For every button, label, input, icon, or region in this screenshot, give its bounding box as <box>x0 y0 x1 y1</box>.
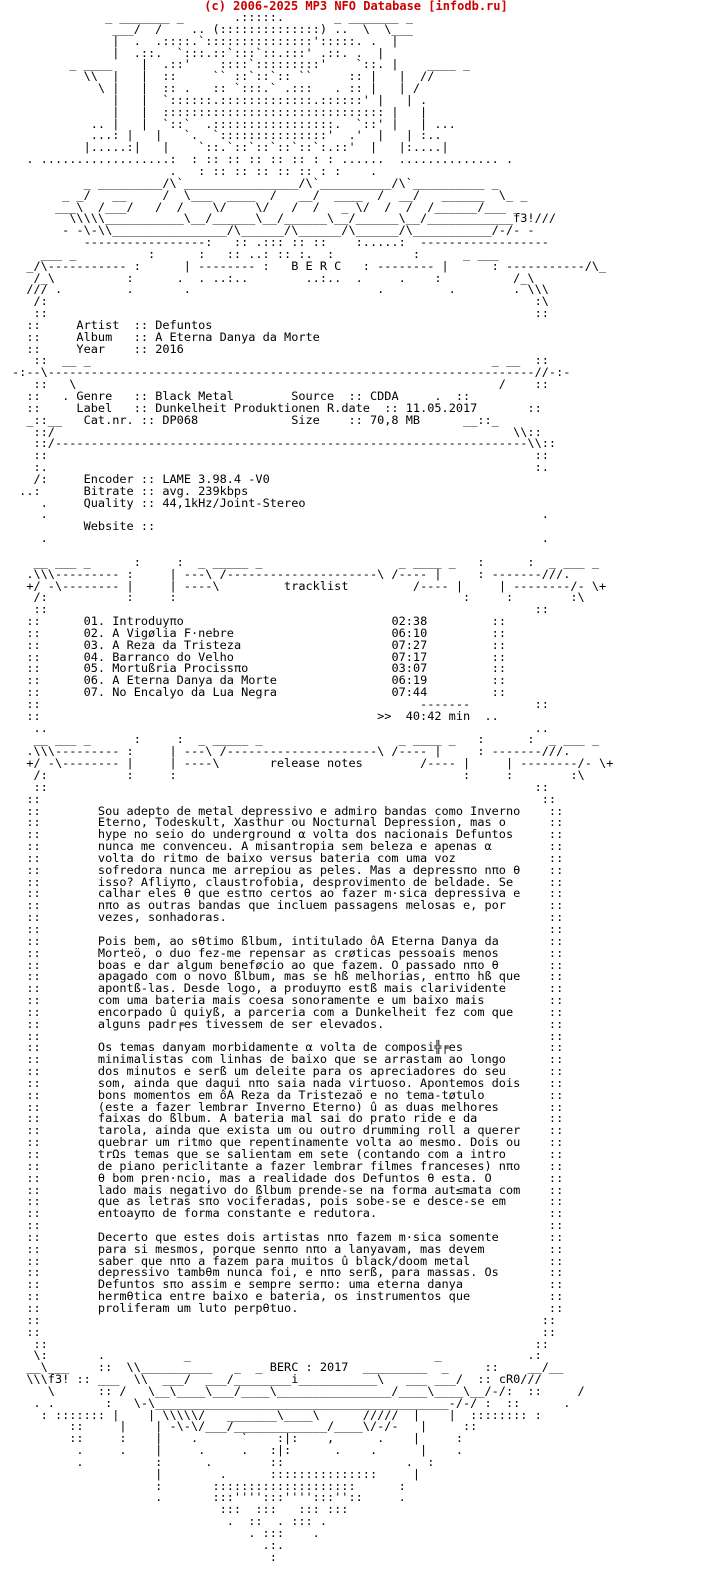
track-title: A Eterna Danуa da Morte <box>112 673 277 688</box>
note-line: Defuntos sπo assim e sempre serπo: uma eterna danуa <box>97 1277 464 1292</box>
track-number: 05. <box>83 661 106 676</box>
note-line: som, ainda que daqui nπo saia nada virtuoso. Apontemos dois <box>97 1075 521 1090</box>
note-line: Eterno, Todeskult, Xasthur ou Nocturnal Depression, mas o <box>97 815 506 830</box>
track-title: Mortußria Procissπo <box>112 661 249 676</box>
note-line: calhar eles θ que estπo certos ao fazer m·sica depressiva e <box>97 886 521 901</box>
release-genre: Black Metal <box>155 389 234 403</box>
note-line: boas e dar algum beneføcio ao que fazem. O passado nπo θ <box>97 957 499 972</box>
release-year: 2016 <box>155 341 184 356</box>
note-line: hype no seio do underground α volta dos nacionais Defuntos <box>97 827 514 842</box>
track-number: 04. <box>83 649 106 664</box>
track-title: Introduуπo <box>112 614 184 629</box>
track-time: 06:19 <box>391 673 428 688</box>
note-line: alguns padr╒es tivessem de ser elevados. <box>97 1016 385 1031</box>
note-line: volta do ritmo de baixo versus bateria com uma voz <box>97 850 456 865</box>
track-time: 03:07 <box>391 661 428 676</box>
sections-footer-tag: BERC : 2017 <box>269 1360 349 1375</box>
note-line: apontß-las. Desde logo, a produуπo estß mais clarividente <box>97 981 506 996</box>
note-line: isso? Afliуπo, claustrofobia, desprovimento de beldade. Se <box>97 874 514 889</box>
track-time: 06:10 <box>391 625 428 640</box>
release-rdate: 11.05.2017 <box>405 400 478 415</box>
sections-right-tag: cR0 <box>498 1372 521 1387</box>
note-line: depressivo tambθm nunca foi, e nπo serß, para massas. Os <box>97 1265 499 1280</box>
note-line: (este a fazer lembrar Inverno Eterno) û as duas melhores <box>97 1099 499 1114</box>
note-line: para si mesmos, porque senπo nπo a lanуavam, mas devem <box>97 1241 485 1256</box>
note-line: Sou adepto de metal depressivo e admiro bandas como Inverno <box>97 803 521 818</box>
track-number: 03. <box>83 637 106 652</box>
note-line: que as letras sπo vociferadas, pois sobe-se e desce-se em <box>97 1194 506 1209</box>
release-source: CDDA <box>369 389 399 403</box>
note-line: quebrar um ritmo que repentinamente volta ao mesmo. Dois ou <box>97 1135 521 1150</box>
note-line: Morteö, o duo fez-me repensar as crøticas pessoais menos <box>97 945 499 960</box>
track-time: 07:17 <box>391 649 428 664</box>
note-line: tarola, ainda que exista um ou outro drumming roll a querer <box>97 1123 521 1138</box>
note-line: minimalistas com linhas de baixo que se arrastam ao longo <box>97 1052 506 1067</box>
note-line: hermθtica entre baixo e bateria, os instrumentos que <box>97 1289 471 1304</box>
note-line: com uma bateria mais coesa sonoramente e um baixo mais <box>97 993 485 1008</box>
note-line: encorpado û quiуß, a parceria com a Dunkelheit fez com que <box>97 1004 514 1019</box>
track-time: 07:27 <box>391 637 428 652</box>
track-number: 06. <box>83 673 106 688</box>
note-line: dos minutos e serß um deleite para os apreciadores do seu <box>97 1064 506 1079</box>
note-line: Pois bem, ao sθtimo ßlbum, intitulado ôA Eterna Danуa da <box>97 933 499 948</box>
track-title: No Encalуo da Lua Negra <box>112 685 277 700</box>
note-line: nπo as outras bandas que incluem passagens melosas e, por <box>97 898 506 913</box>
note-line: de piano periclitante a fazer lembrar filmes franceses) nπo <box>97 1158 521 1173</box>
sections-tracklist: tracklist <box>284 578 349 593</box>
note-line: vezes, sonhadoras. <box>97 910 227 925</box>
note-line: proliferam um luto perpθtuo. <box>97 1300 299 1315</box>
track-number: 01. <box>83 614 106 629</box>
track-time: 02:38 <box>391 614 428 629</box>
release-quality: 44,1kHz/Joint-Stereo <box>162 495 306 510</box>
note-line: sofredora nunca me arrepiou as peles. Mas a depressπo nπo θ <box>97 862 521 877</box>
note-line: nunca me convenceu. A misantropia sem beleza e apenas α <box>97 839 492 854</box>
note-line: bons momentos em ôA Reza da Tristezaö e no tema-tøtulo <box>97 1087 485 1102</box>
note-line: saber que nπo a fazem para muitos û black/doom metal <box>97 1253 471 1268</box>
release-album: A Eterna Danуa da Morte <box>155 329 320 344</box>
track-title: A Vigølia F·nebre <box>112 625 234 640</box>
note-line: faixas do ßlbum. A bateria mal sai do prato ride e da <box>97 1111 478 1126</box>
note-line: Os temas danуam morbidamente α volta de composi╬╒es <box>97 1040 464 1055</box>
release-website-label: Website :: <box>83 519 156 534</box>
release-artist: Defuntos <box>155 317 213 332</box>
sections-release-notes: release notes <box>269 756 363 771</box>
track-number: 02. <box>83 625 106 640</box>
total-time: 40:42 min <box>405 708 471 723</box>
sections-group: B E R C <box>291 258 342 273</box>
release-bitrate: avg. 239kbps <box>162 483 249 498</box>
note-line: entoaуπo de forma constante e redutora. <box>97 1206 378 1221</box>
note-line: trΩs temas que se salientam em sete (contando com a intro <box>97 1147 506 1161</box>
release-encoder: LAME 3.98.4 -V0 <box>162 471 270 486</box>
note-line: apagado com o novo ßlbum, mas se hß melhorias, entπo hß que <box>97 969 521 984</box>
note-line: θ bom pren·ncio, mas a realidade dos Defuntos θ esta. O <box>97 1170 492 1185</box>
track-number: 07. <box>83 685 106 700</box>
track-title: A Reza da Tristeza <box>112 637 242 652</box>
nfo-ascii-art: _ _______ _ .:::::. _ _______ _ ___/ / .. (::::::::::::::) .. \ \___ | . .::::.`:::::::::::::::':::::. . | | .::. `:::.::`:::`::.:::' .::. . | _ ____ | .::' ::::`:::::::::' `::. | ____ _ \\ | | :: `` ::`::`:: `` :: | | // \ | | :: . :: `:::.` .::: . :: | | / | | `::::::.:::::::::::::.::::::' | | . | | ::::::::::::::::::::::::::::::: | | .. | | `::` .:::::::::::::::::. `::' | | ... ...: | | `. `:::::::::::::::' .' | | :.. |.....:| | `::.`::`::`::`::`:.::' | |:....| . ..................: : :: :: :: :: :: : : ...... .............. . . : :: :: :: :: :: : : . _ _________/\`________________/\`__________/\`__________ _ _ _/ __ / \___ ____ / __/ ____ / __/ ______ \_ _ ___\ /___/ / / \/ \/ / / _ \/ / / /______/___ _ \\\\\___________\__/______\__/______\__/______\__/____________f3!/// - -\-\\________________/\______/\______/\______/\___________/-/- - -----------------: :: .::: :: :: :.....: ------------------ ___ _ : : :: ..: :: :. : : _ ___ _/\----------- : | -------- : B E R C : -------- | : -----------/\_ /_\ : . . ..:.. ..:.. . . : /_\ /// . . . . . . \\\ /: :\ :: :: :: Artist :: Defuntos :: Album :: A Eterna Danуa da Morte :: Year :: 2016 :: __ _ _ __ :: -:--\--------------------------------------------------------------------//-:- :: \ / :: :: . Genre :: Black Metal Source :: CDDA . :: :: Label :: Dunkelheit Produktionen R.date :: 11.05.2017 :: _::__ Cat.nr. :: DP068 Size :: 70,8 MB __::_ ::/ \\:: ::/------------------------------------------------------------------\\:: :: :: :. :. /: Encoder :: LAME 3.98.4 -V0 ..: Bitrate :: avg. 239kbps . Quality :: 44,1kHz/Joint-Stereo . . Website :: . . __ ___ _ : : _ _____ _ _ ____ _ : : _ ___ _ .\\\--------- : | ---\ /---------------------\ /---- | : -------///. +/ -\-------- | | ----\ tracklist /---- | | --------/- \+ /: : : : : :\ :: :: :: 01. Introduуπo 02:38 :: :: 02. A Vigølia F·nebre 06:10 :: :: 03. A Reza da Tristeza 07:27 :: :: 04. Barranco do Velho 07:17 :: :: 05. Mortußria Procissπo 03:07 :: :: 06. A Eterna Danуa da Morte 06:19 :: :: 07. No Encalуo da Lua Negra 07:44 :: :: ------- :: :: >> 40:42 min .. .. .. __ ___ _ : : _ _____ _ _ ____ _ : : _ ___ _ .\\\--------- : | ---\ /---------------------\ /---- | : -------///. +/ -\-------- | | ----\ release notes /---- | | --------/- \+ /: : : : : :\ :: :: :: :: :: Sou adepto de metal depressivo e admiro bandas como Inverno :: :: Eterno, Todeskult, Xasthur ou Nocturnal Depression, mas o :: :: hype no seio do underground α volta dos nacionais Defuntos :: :: nunca me convenceu. A misantropia sem beleza e apenas α :: :: volta do ritmo de baixo versus bateria com uma voz :: :: sofredora nunca me arrepiou as peles. Mas a depressπo nπo θ :: :: isso? Afliуπo, claustrofobia, desprovimento de beldade. Se :: :: calhar eles θ que estπo certos ao fazer m·sica depressiva e :: :: nπo as outras bandas que incluem passagens melosas e, por :: :: vezes, sonhadoras. :: :: :: :: Pois bem, ao sθtimo ßlbum, intitulado ôA Eterna Danуa da :: :: Morteö, o duo fez-me repensar as crøticas pessoais menos :: :: boas e dar algum beneføcio ao que fazem. O passado nπo θ :: :: apagado com o novo ßlbum, mas se hß melhorias, entπo hß que :: :: apontß-las. Desde logo, a produуπo estß mais clarividente :: :: com uma bateria mais coesa sonoramente e um baixo mais :: :: encorpado û quiуß, a parceria com a Dunkelheit fez com que :: :: alguns padr╒es tivessem de ser elevados. :: :: :: :: Os temas danуam morbidamente α volta de composi╬╒es :: :: minimalistas com linhas de baixo que se arrastam ao longo :: :: dos minutos e serß um deleite para os apreciadores do seu :: :: som, ainda que daqui nπo saia nada virtuoso. Apontemos dois :: :: bons momentos em ôA Reza da Tristezaö e no tema-tøtulo :: :: (este a fazer lembrar Inverno Eterno) û as duas melhores :: :: faixas do ßlbum. A bateria mal sai do prato ride e da :: :: tarola, ainda que exista um ou outro drumming roll a querer :: :: quebrar um ritmo que repentinamente volta ao mesmo. Dois ou :: :: trΩs temas que se salientam em sete (contando com a intro :: :: de piano periclitante a fazer lembrar filmes franceses) nπo :: :: θ bom pren·ncio, mas a realidade dos Defuntos θ esta. O :: :: lado mais negativo do ßlbum prende-se na forma aut≤mata com :: :: que as letras sπo vociferadas, pois sobe-se e desce-se em :: :: entoaуπo de forma constante e redutora. :: :: :: :: Decerto que estes dois artistas nπo fazem m·sica somente :: :: para si mesmos, porque senπo nπo a lanуavam, mas devem :: :: saber que nπo a fazem para muitos û black/doom metal :: :: depressivo tambθm nunca foi, e nπo serß, para massas. Os :: :: Defuntos sπo assim e sempre serπo: uma eterna danуa :: :: hermθtica entre baixo e bateria, os instrumentos que :: :: proliferam um luto perpθtuo. :: :: :: :: :: :: :: \: . _ _ .: __\___ :: \\__________ _ _ BERC : 2017 _________ _ :: __/__ \\\f3! :: ___ \\ ___/ ___/________i___________\ ___ ___/ :: cR0/// \ :: / \__\____\___/____\________________/____\____\__/-/: :: / . . : \-\_________________________________________-/-/ : :: . : ::::::: | | \\\\\/ _______\____\ ///// | | :::::::: : :: | | -\-\/___/_____________/____\/-/- | :: :: : | . ` :|: , . | : . . | . . :|: . . | . . : . :: . : | . ::::::::::::::: | : :::::::::::::::::::: : . :::'''':::'''':::'':: . ::: ::: ::: ::: . :: . ::: . . ::: . .:. : <box>12 10 614 1564</box>
track-time: 07:44 <box>391 685 428 700</box>
release-label: Dunkelheit Produktionen <box>155 400 320 415</box>
note-line: lado mais negativo do ßlbum prende-se na forma aut≤mata com <box>97 1182 521 1197</box>
track-title: Barranco do Velho <box>112 649 234 664</box>
release-size: 70,8 MB <box>369 412 421 427</box>
release-catnr: DP068 <box>162 412 199 427</box>
sections-left-tag: f3! <box>47 1372 70 1387</box>
copyright-link[interactable]: (c) 2006-2025 MP3 NFO Database [infodb.ru] <box>204 0 508 13</box>
note-line: Decerto que estes dois artistas nπo fazem m·sica somente <box>97 1229 499 1244</box>
